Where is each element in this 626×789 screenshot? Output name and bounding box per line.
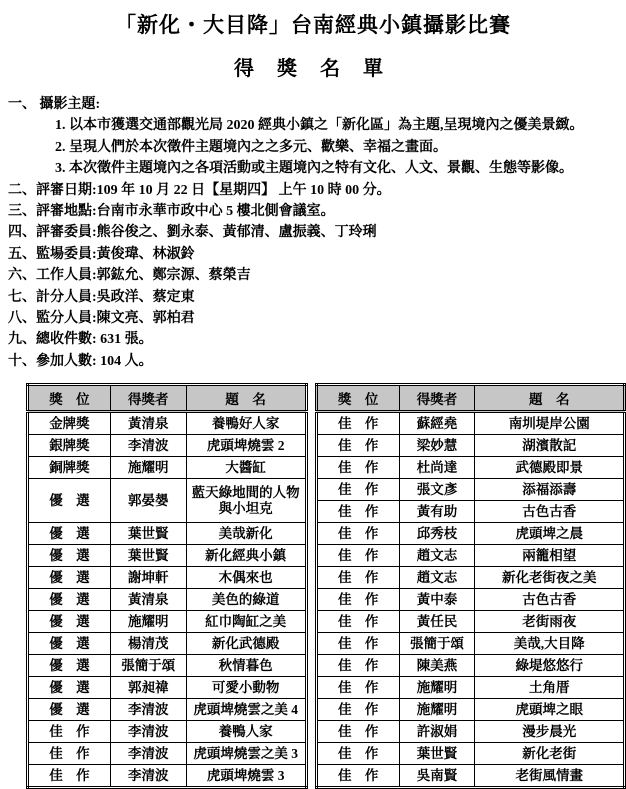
title-cell: 養鴨好人家	[186, 412, 306, 435]
award-cell: 優 選	[28, 589, 111, 611]
winner-cell: 黃任民	[399, 611, 475, 633]
table-row	[316, 589, 624, 611]
title-cell: 虎頭埤燒雲之美 3	[186, 743, 306, 765]
title-cell: 大醬缸	[186, 457, 306, 479]
title-cell: 新化武德殿	[186, 633, 306, 655]
table-row	[28, 412, 307, 435]
title-cell: 藍天綠地間的人物與小坦克	[186, 479, 306, 523]
info-line: 八、監分人員:陳文亮、郭柏君	[8, 311, 195, 327]
table-row	[316, 677, 624, 699]
winner-cell: 郭昶禕	[110, 677, 186, 699]
award-cell: 佳 作	[316, 611, 399, 633]
winner-cell: 李清波	[110, 699, 186, 721]
header-row	[28, 385, 307, 412]
info-line: 七、計分人員:吳政洋、蔡定東	[8, 289, 195, 305]
column-header: 題 名	[186, 385, 306, 412]
info-line: 五、監場委員:黃俊瑋、林淑鈴	[8, 246, 195, 262]
table-row	[316, 611, 624, 633]
info-subline: 2. 呈現人們於本次徵件主題境內之之多元、歡樂、幸福之畫面。	[55, 139, 447, 155]
table-row	[28, 743, 307, 765]
award-cell: 佳 作	[28, 765, 111, 788]
award-cell: 優 選	[28, 545, 111, 567]
title-cell: 湖濱散記	[475, 435, 625, 457]
table-row	[28, 479, 307, 523]
column-header: 獎 位	[28, 385, 111, 412]
title-cell: 武德殿即景	[475, 457, 625, 479]
award-cell: 佳 作	[316, 479, 399, 501]
winner-cell: 張簡于頌	[110, 655, 186, 677]
table-row	[316, 545, 624, 567]
award-cell: 佳 作	[28, 743, 111, 765]
title-cell: 虎頭埤之晨	[475, 523, 625, 545]
winner-cell: 葉世賢	[399, 743, 475, 765]
award-cell: 佳 作	[316, 523, 399, 545]
award-cell: 佳 作	[316, 699, 399, 721]
winner-cell: 楊清茂	[110, 633, 186, 655]
table-row	[316, 699, 624, 721]
header-row	[316, 385, 624, 412]
winner-cell: 葉世賢	[110, 523, 186, 545]
winner-cell: 趙文志	[399, 545, 475, 567]
award-cell: 佳 作	[316, 633, 399, 655]
info-line: 三、評審地點:台南市永華市政中心 5 樓北側會議室。	[8, 204, 335, 220]
winner-cell: 梁妙慧	[399, 435, 475, 457]
award-cell: 優 選	[28, 677, 111, 699]
title-cell: 老街風情畫	[475, 765, 625, 788]
award-cell: 佳 作	[316, 435, 399, 457]
info-line: 二、評審日期:109 年 10 月 22 日【星期四】 上午 10 時 00 分。	[8, 182, 391, 198]
title-cell: 漫步晨光	[475, 721, 625, 743]
award-cell: 佳 作	[316, 567, 399, 589]
award-cell: 優 選	[28, 567, 111, 589]
winner-cell: 李清波	[110, 435, 186, 457]
title-cell: 養鴨人家	[186, 721, 306, 743]
title-cell: 兩籠相望	[475, 545, 625, 567]
winner-cell: 黃清泉	[110, 412, 186, 435]
winner-cell: 陳美燕	[399, 655, 475, 677]
winner-cell: 杜尚達	[399, 457, 475, 479]
table-row	[28, 435, 307, 457]
column-header: 得獎者	[399, 385, 475, 412]
award-cell: 佳 作	[316, 545, 399, 567]
title-cell: 土角厝	[475, 677, 625, 699]
info-list	[0, 94, 626, 372]
award-table-right	[315, 383, 626, 789]
page-subtitle: 得 獎 名 單	[234, 58, 392, 80]
title-cell: 美色的綠道	[186, 589, 306, 611]
table-row	[28, 567, 307, 589]
award-cell: 佳 作	[316, 501, 399, 523]
award-cell: 佳 作	[316, 457, 399, 479]
title-cell: 綠堤悠悠行	[475, 655, 625, 677]
title-cell: 新化老街	[475, 743, 625, 765]
title-cell: 虎頭埤燒雲 3	[186, 765, 306, 788]
table-row	[316, 435, 624, 457]
award-cell: 金牌獎	[28, 412, 111, 435]
title-cell: 新化經典小鎮	[186, 545, 306, 567]
table-row	[316, 457, 624, 479]
winner-cell: 郭晏嫢	[110, 479, 186, 523]
info-line: 六、工作人員:郭鈜允、鄭宗源、蔡榮吉	[8, 268, 251, 284]
info-subline: 1. 以本市獲選交通部觀光局 2020 經典小鎮之「新化區」為主題,呈現境內之優美景緻。	[55, 118, 584, 134]
title-cell: 紅巾陶缸之美	[186, 611, 306, 633]
title-cell: 新化老街夜之美	[475, 567, 625, 589]
award-cell: 優 選	[28, 479, 111, 523]
winner-cell: 許淑娟	[399, 721, 475, 743]
winner-cell: 李清波	[110, 765, 186, 788]
award-cell: 佳 作	[316, 412, 399, 435]
table-row	[28, 457, 307, 479]
award-cell: 佳 作	[316, 765, 399, 788]
page-title: 「新化・大目降」台南經典小鎮攝影比賽	[115, 13, 511, 37]
table-row	[316, 765, 624, 788]
title-cell: 虎頭埤燒雲之美 4	[186, 699, 306, 721]
winner-cell: 施耀明	[399, 699, 475, 721]
table-row	[28, 633, 307, 655]
winner-cell: 吳南賢	[399, 765, 475, 788]
award-cell: 佳 作	[316, 677, 399, 699]
award-cell: 佳 作	[316, 743, 399, 765]
award-cell: 優 選	[28, 523, 111, 545]
award-cell: 銀牌獎	[28, 435, 111, 457]
award-table-left	[26, 383, 308, 789]
title-cell: 添福添壽	[475, 479, 625, 501]
table-row	[28, 589, 307, 611]
award-cell: 優 選	[28, 611, 111, 633]
table-row	[316, 721, 624, 743]
table-row	[28, 611, 307, 633]
table-row	[316, 655, 624, 677]
winner-cell: 李清波	[110, 743, 186, 765]
award-cell: 佳 作	[316, 589, 399, 611]
award-cell: 銅牌獎	[28, 457, 111, 479]
title-cell: 南圳堤岸公園	[475, 412, 625, 435]
table-row	[316, 567, 624, 589]
winner-cell: 趙文志	[399, 567, 475, 589]
winner-cell: 施耀明	[399, 677, 475, 699]
title-cell: 木偶來也	[186, 567, 306, 589]
winner-cell: 謝坤軒	[110, 567, 186, 589]
winner-cell: 黃清泉	[110, 589, 186, 611]
table-row	[316, 501, 624, 523]
title-cell: 虎頭埤之眼	[475, 699, 625, 721]
winner-cell: 施耀明	[110, 457, 186, 479]
table-row	[316, 633, 624, 655]
table-row	[316, 523, 624, 545]
title-cell: 老街雨夜	[475, 611, 625, 633]
title-cell: 可愛小動物	[186, 677, 306, 699]
table-row	[316, 479, 624, 501]
table-row	[28, 699, 307, 721]
title-cell: 美哉新化	[186, 523, 306, 545]
winner-cell: 葉世賢	[110, 545, 186, 567]
table-row	[316, 743, 624, 765]
table-row	[28, 721, 307, 743]
info-line: 九、總收件數: 631 張。	[8, 332, 153, 348]
award-cell: 優 選	[28, 633, 111, 655]
award-cell: 佳 作	[316, 721, 399, 743]
award-cell: 優 選	[28, 655, 111, 677]
column-header: 獎 位	[316, 385, 399, 412]
table-row	[28, 765, 307, 788]
title-cell: 古色古香	[475, 501, 625, 523]
table-row	[316, 412, 624, 435]
table-row	[28, 545, 307, 567]
title-cell: 虎頭埤燒雲 2	[186, 435, 306, 457]
winner-cell: 黃中泰	[399, 589, 475, 611]
winner-cell: 張文彥	[399, 479, 475, 501]
award-cell: 佳 作	[28, 721, 111, 743]
table-row	[28, 677, 307, 699]
table-row	[28, 523, 307, 545]
winner-cell: 黃有助	[399, 501, 475, 523]
winner-cell: 李清波	[110, 721, 186, 743]
winner-cell: 施耀明	[110, 611, 186, 633]
column-header: 題 名	[475, 385, 625, 412]
info-line: 十、參加人數: 104 人。	[8, 353, 153, 369]
winner-cell: 蘇經堯	[399, 412, 475, 435]
winner-cell: 邱秀枝	[399, 523, 475, 545]
award-tables	[0, 383, 626, 789]
info-subline: 3. 本次徵件主題境內之各項活動或主題境內之特有文化、人文、景觀、生態等影像。	[55, 161, 573, 177]
title-cell: 秋情暮色	[186, 655, 306, 677]
award-cell: 優 選	[28, 699, 111, 721]
column-header: 得獎者	[110, 385, 186, 412]
info-line: 四、評審委員:熊谷俊之、劉永泰、黃郁清、盧振義、丁玲琍	[8, 225, 377, 241]
award-cell: 佳 作	[316, 655, 399, 677]
info-line: 一、 攝影主題:	[8, 97, 101, 112]
winner-cell: 張簡于頌	[399, 633, 475, 655]
table-row	[28, 655, 307, 677]
title-cell: 美哉,大目降	[475, 633, 625, 655]
title-cell: 古色古香	[475, 589, 625, 611]
